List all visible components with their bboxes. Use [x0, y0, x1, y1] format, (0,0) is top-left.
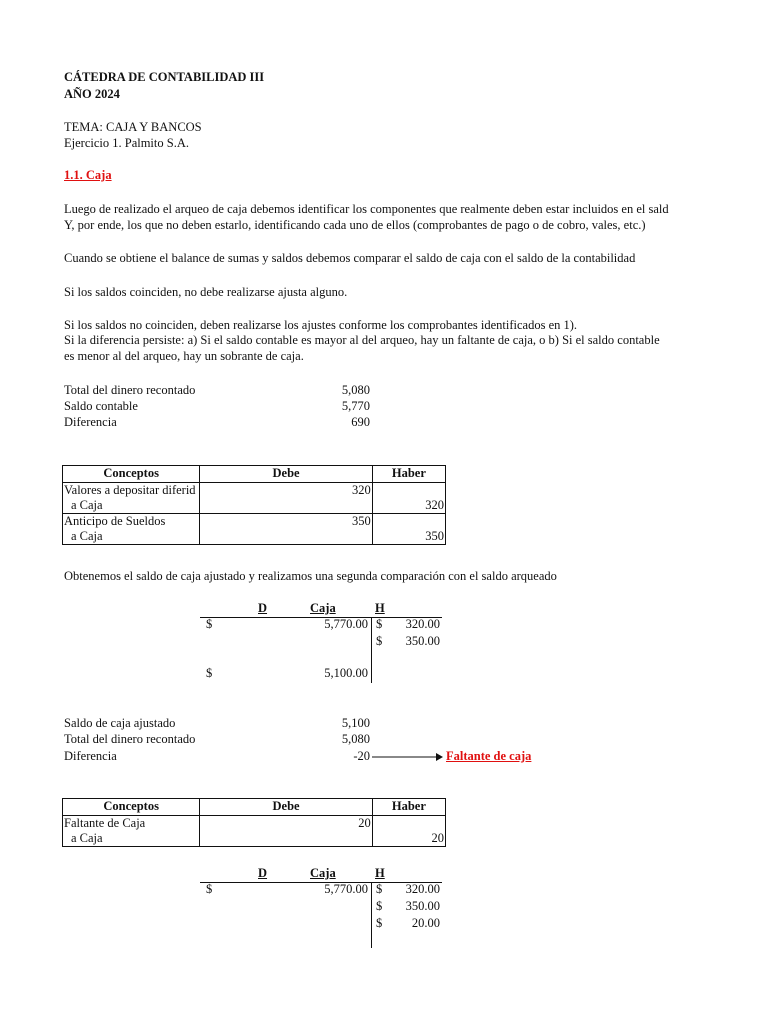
haber-cell: 320	[372, 498, 445, 514]
credit-amount: 320.00	[405, 882, 440, 896]
haber-cell	[372, 816, 445, 832]
debe-cell	[200, 831, 372, 847]
arrow-right-icon	[372, 750, 444, 764]
comparison2-label: Saldo de caja ajustado	[64, 716, 176, 730]
table-row	[63, 514, 446, 530]
comparison1-label: Total del dinero recontado	[64, 383, 196, 397]
course-title: CÁTEDRA DE CONTABILIDAD III	[64, 70, 265, 84]
table-row	[63, 831, 446, 847]
debe-cell	[200, 529, 372, 545]
debe-cell: 20	[200, 816, 372, 832]
table-row	[63, 816, 446, 832]
comparison2-value: -20	[353, 749, 370, 763]
comparison1-value: 690	[351, 415, 370, 429]
table-row	[63, 498, 446, 514]
faltante-label: Faltante de caja	[446, 749, 532, 763]
comparison2-label: Diferencia	[64, 749, 117, 763]
comparison1-label: Saldo contable	[64, 399, 138, 413]
journal-table-1	[62, 465, 446, 545]
currency-symbol: $	[206, 666, 213, 680]
credit-amount: 350.00	[405, 634, 440, 648]
header-conceptos: Conceptos	[63, 799, 200, 816]
header-conceptos: Conceptos	[63, 466, 200, 483]
paragraph-1-line-1: Luego de realizado el arqueo de caja debemos identificar los componentes que realmente deben estar incluidos en el sald	[64, 202, 669, 216]
t-account-divider	[371, 617, 372, 683]
paragraph-4-line-1: Si los saldos no coinciden, deben realizarse los ajustes conforme los comprobantes identificados en 1).	[64, 318, 578, 332]
concept-cell: Valores a depositar diferid	[63, 483, 200, 499]
header-debe: Debe	[200, 466, 372, 483]
comparison1-value: 5,080	[341, 383, 370, 397]
debit-amount: 5,770.00	[324, 882, 368, 896]
credit-amount: 20.00	[411, 916, 440, 930]
debe-cell: 350	[200, 514, 372, 530]
currency-symbol: $	[376, 899, 383, 913]
section-title: 1.1. Caja	[64, 168, 112, 182]
haber-cell: 20	[372, 831, 445, 847]
header-haber: Haber	[372, 799, 445, 816]
debe-cell	[200, 498, 372, 514]
concept-cell: a Caja	[63, 831, 200, 847]
haber-cell	[372, 514, 445, 530]
year-title: AÑO 2024	[64, 87, 120, 101]
currency-symbol: $	[376, 617, 383, 631]
credit-amount: 320.00	[405, 617, 440, 631]
paragraph-4-line-3: es menor al del arqueo, hay un sobrante de caja.	[64, 349, 304, 363]
table-row	[63, 529, 446, 545]
header-haber: Haber	[372, 466, 445, 483]
comparison1-label: Diferencia	[64, 415, 117, 429]
haber-cell	[372, 483, 445, 499]
t-account-debit-header: D	[258, 601, 268, 615]
currency-symbol: $	[376, 916, 383, 930]
t-account-debit-header: D	[258, 866, 268, 880]
currency-symbol: $	[376, 882, 383, 896]
concept-cell: Faltante de Caja	[63, 816, 200, 832]
paragraph-1-line-2: Y, por ende, los que no deben estarlo, identificando cada uno de ellos (comprobantes de pago o de cobro, vales, etc.)	[64, 218, 646, 232]
comparison1-value: 5,770	[341, 399, 370, 413]
t-account-divider	[371, 882, 372, 948]
comparison2-value: 5,080	[341, 732, 370, 746]
currency-symbol: $	[206, 882, 213, 896]
paragraph-5: Obtenemos el saldo de caja ajustado y realizamos una segunda comparación con el saldo arqueado	[64, 569, 557, 583]
t-account-credit-header: H	[375, 601, 385, 615]
paragraph-2: Cuando se obtiene el balance de sumas y saldos debemos comparar el saldo de caja con el saldo de la contabilidad	[64, 251, 636, 265]
debe-cell: 320	[200, 483, 372, 499]
balance-amount: 5,100.00	[324, 666, 368, 680]
comparison2-label: Total del dinero recontado	[64, 732, 196, 746]
comparison2-value: 5,100	[341, 716, 370, 730]
exercise-heading: Ejercicio 1. Palmito S.A.	[64, 136, 189, 150]
journal-table-2	[62, 798, 446, 847]
concept-cell: Anticipo de Sueldos	[63, 514, 200, 530]
paragraph-3: Si los saldos coinciden, no debe realizarse ajusta alguno.	[64, 285, 348, 299]
t-account-title: Caja	[310, 866, 336, 880]
currency-symbol: $	[206, 617, 213, 631]
credit-amount: 350.00	[405, 899, 440, 913]
paragraph-4-line-2: Si la diferencia persiste: a) Si el saldo contable es mayor al del arqueo, hay un faltante de caja, o b) Si el saldo contable	[64, 333, 660, 347]
t-account-title: Caja	[310, 601, 336, 615]
table-row	[63, 483, 446, 499]
concept-cell: a Caja	[63, 498, 200, 514]
header-debe: Debe	[200, 799, 372, 816]
haber-cell: 350	[372, 529, 445, 545]
concept-cell: a Caja	[63, 529, 200, 545]
t-account-credit-header: H	[375, 866, 385, 880]
debit-amount: 5,770.00	[324, 617, 368, 631]
currency-symbol: $	[376, 634, 383, 648]
topic-heading: TEMA: CAJA Y BANCOS	[64, 120, 202, 134]
